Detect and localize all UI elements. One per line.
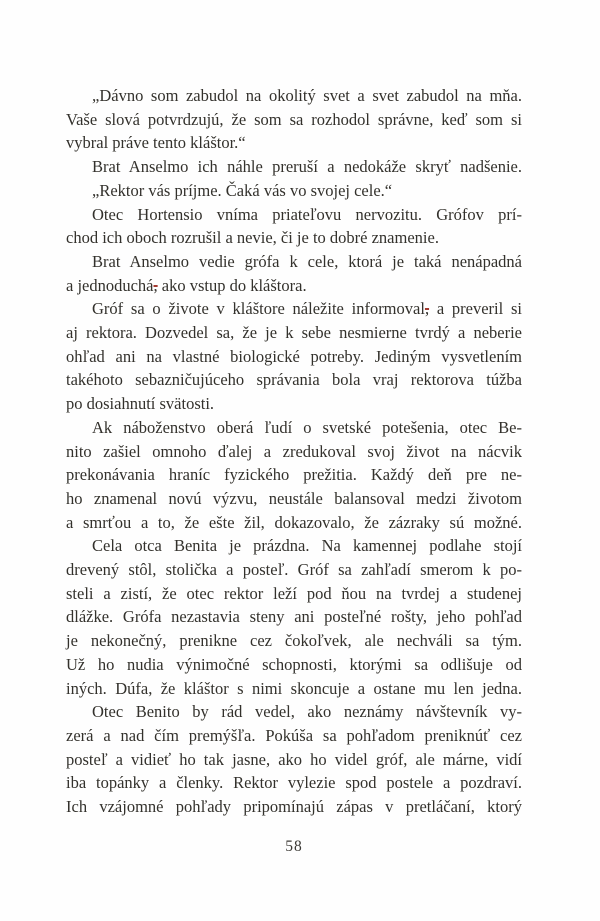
text-line: Ak náboženstvo oberá ľudí o svetské potešenia, otec Be- [92,417,522,437]
text-line: je nekonečný, prenikne cez čokoľvek, ale nechváli sa tým. [66,631,522,651]
paragraph [66,534,522,700]
text-line: Vaše slová potvrdzujú, že som sa rozhodol správne, keď som si [66,109,522,129]
text-line: Brat Anselmo ich náhle preruší a nedokáže skryť nadšenie. [92,157,522,177]
paragraph [66,250,522,297]
paragraph [66,700,522,819]
text-line: Brat Anselmo vedie grófa k cele, ktorá je taká nenápadná [92,251,522,271]
text-line: steli a zistí, že otec rektor leží pod ňou na tvrdej a studenej [66,583,522,603]
proofreading-strike-mark: , [153,275,158,295]
text-line: zerá a nad čím premýšľa. Pokúša sa pohľadom preniknúť cez [66,725,522,745]
text-line: Ich vzájomné pohľady pripomínajú zápas v pretláčaní, ktorý [66,797,522,817]
text-line: Otec Hortensio vníma priateľovu nervozitu. Grófov prí- [92,204,522,224]
paragraph [66,203,522,250]
text-line: iných. Dúfa, že kláštor s nimi skoncuje a ostane mu len jedna. [66,678,522,698]
text-line: dlážke. Grófa nezastavia steny ani posteľné rošty, jeho pohľad [66,607,522,627]
text-line: posteľ a vidieť ho tak jasne, ako ho videl gróf, ale márne, vidí [66,749,522,769]
paragraph [66,416,522,535]
paragraph [66,297,522,416]
page-number: 58 [285,838,303,855]
text-line: Už ho nudia výnimočné schopnosti, ktorými sa odlišuje od [66,654,522,674]
paragraph [66,179,522,203]
text-line: po dosiahnutí svätosti. [66,394,215,414]
paragraph [66,155,522,179]
text-line: drevený stôl, stolička a posteľ. Gróf sa zahľadí smerom k po- [66,560,522,580]
text-line: a smrťou a to, že ešte žil, dokazovalo, že zázraky sú možné. [66,512,522,532]
text-line: a jednoduchá, ako vstup do kláštora. [66,275,307,295]
text-line: Cela otca Benita je prázdna. Na kamennej podlahe stojí [92,536,522,556]
proofreading-strike-mark: , [424,299,430,319]
page-text-block [66,84,522,819]
text-line: aj rektora. Dozvedel sa, že je k sebe nesmierne tvrdý a neberie [66,323,522,343]
text-line: takéhoto sebazničujúceho správania bola vraj rektorova túžba [66,370,522,390]
text-line: Otec Benito by rád vedel, ako neznámy návštevník vy- [92,702,522,722]
text-line: ohľad ani na vlastné biologické potreby. Jediným vysvetlením [66,346,522,366]
text-line: vybral práve tento kláštor.“ [66,133,246,153]
paragraph [66,84,522,155]
text-line: Gróf sa o živote v kláštore náležite informoval, a preveril si [92,299,522,319]
text-line: „Dávno som zabudol na okolitý svet a svet zabudol na mňa. [92,86,522,105]
text-line: prekonávania hraníc fyzického prežitia. Každý deň pre ne- [66,465,522,485]
text-line: ho znamenal novú výzvu, neustále balansoval medzi životom [66,488,522,508]
text-line: „Rektor vás príjme. Čaká vás vo svojej cele.“ [92,180,393,200]
text-line: iba topánky a členky. Rektor vylezie spod postele a pozdraví. [66,773,522,793]
text-line: nito zašiel omnoho ďalej a zredukoval svoj život na nácvik [66,441,522,461]
text-line: chod ich oboch rozrušil a nevie, či je to dobré znamenie. [66,228,439,248]
